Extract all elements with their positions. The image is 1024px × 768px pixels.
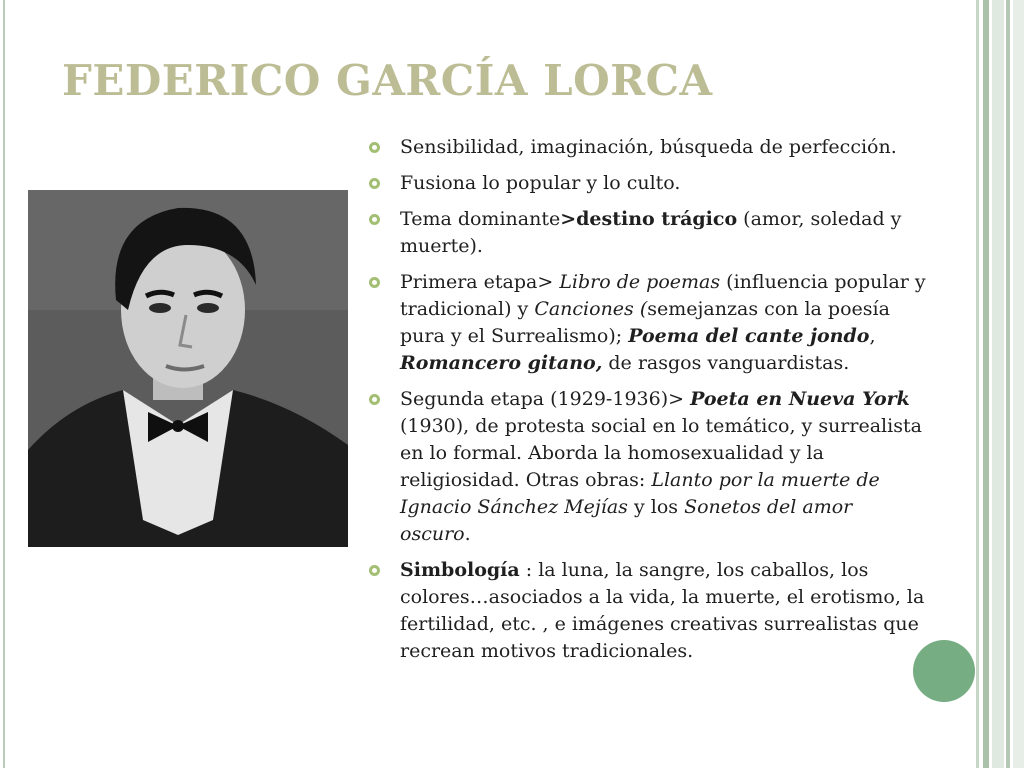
right-decor-stripe: [1006, 0, 1010, 768]
slide-title: FEDERICO GARCÍA LORCA: [62, 56, 713, 105]
right-decor-stripe: [1013, 0, 1024, 768]
bullet-circle-icon: [369, 178, 380, 189]
bullet-text-run: Simbología: [400, 559, 520, 581]
bullet-text-run: Romancero gitano,: [400, 352, 603, 374]
bullet-list: [368, 134, 928, 674]
bullet-circle-icon: [369, 565, 380, 576]
left-border-line: [3, 0, 5, 768]
bullet-text-run: Libro de poemas: [559, 271, 721, 293]
bullet-circle-icon: [369, 214, 380, 225]
bullet-circle-icon: [369, 394, 380, 405]
bullet-text-run: Sensibilidad, imaginación, búsqueda de perfección.: [400, 136, 897, 158]
bullet-text-run: (1930), de protesta social en lo temático, y surrealista en lo formal. Aborda la homosexualidad y la religiosidad. Otras obras:: [400, 415, 922, 491]
bullet-text-run: Segunda etapa (1929-1936)>: [400, 388, 691, 410]
right-decor-stripe: [983, 0, 989, 768]
bullet-circle-icon: [369, 277, 380, 288]
bullet-item: [368, 386, 928, 548]
bullet-item: [368, 206, 928, 260]
bullet-item: [368, 269, 928, 377]
bullet-item: [368, 134, 928, 161]
bullet-circle-icon: [369, 142, 380, 153]
bullet-text-run: Canciones (: [534, 298, 648, 320]
decor-circle: [913, 640, 975, 702]
bullet-item: [368, 170, 928, 197]
bullet-item: [368, 557, 928, 665]
right-decor-stripe: [992, 0, 1004, 768]
bullet-text-run: Primera etapa>: [400, 271, 560, 293]
bullet-text-run: >destino trágico: [560, 208, 738, 230]
right-decor-stripe: [976, 0, 979, 768]
bullet-text-run: Poeta en Nueva York: [690, 388, 910, 410]
bullet-text-run: .: [464, 523, 471, 545]
bullet-text-run: Sonetos del amor oscuro: [400, 496, 853, 545]
bullet-text-run: Llanto por la muerte de Ignacio Sánchez Mejías: [400, 469, 880, 518]
bullet-text-run: ,: [869, 325, 876, 347]
portrait-photo: [28, 190, 348, 547]
bullet-text-run: y los: [627, 496, 685, 518]
bullet-text-run: (amor, soledad y muerte).: [400, 208, 902, 257]
bullet-text-run: : la luna, la sangre, los caballos, los colores…asociados a la vida, la muerte, el erotismo, la fertilidad, etc. , e imágenes creativas surrealistas que recrean motivos tradicionales.: [400, 559, 925, 662]
bullet-text-run: semejanzas con la poesía pura y el Surrealismo);: [400, 298, 890, 347]
bullet-text-run: Poema del cante jondo: [628, 325, 870, 347]
bullet-text-run: Tema dominante: [400, 208, 561, 230]
bullet-text-run: de rasgos vanguardistas.: [602, 352, 850, 374]
bullet-text-run: (influencia popular y tradicional) y: [400, 271, 926, 320]
bullet-text-run: Fusiona lo popular y lo culto.: [400, 172, 681, 194]
